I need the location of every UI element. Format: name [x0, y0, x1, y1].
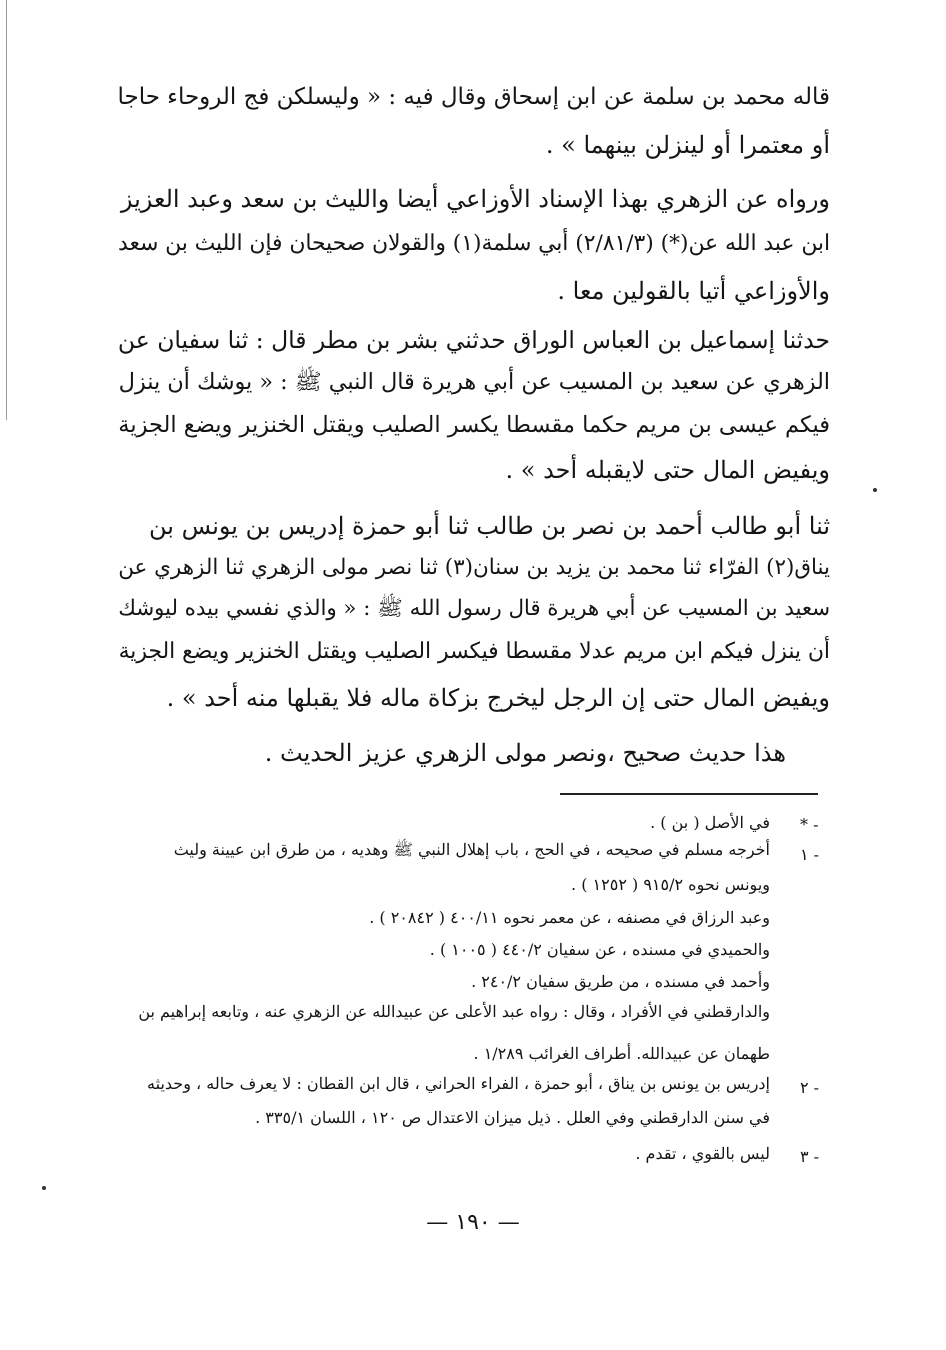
- ink-speck: [42, 1186, 46, 1190]
- footnote-line: في الأصل ( بن ) .: [650, 813, 770, 832]
- text-line: سعيد بن المسيب عن أبي هريرة قال رسول الله ﷺ : « والذي نفسي بيده ليوشك: [118, 596, 830, 621]
- text-line: حدثنا إسماعيل بن العباس الوراق حدثني بشر بن مطر قال : ثنا سفيان عن: [117, 326, 830, 354]
- footnote-line: وعبد الرزاق في مصنفه ، عن معمر نحوه ٤٠٠/١١ ( ٢٠٨٤٢ ) .: [369, 908, 770, 927]
- ink-speck: [873, 488, 877, 492]
- footnote-marker: ٢ -: [800, 1078, 820, 1097]
- footnote-marker: ٣ -: [800, 1147, 820, 1166]
- footnote-line: ويونس نحوه ٩١٥/٢ ( ١٢٥٢ ) .: [571, 875, 770, 894]
- text-line: قاله محمد بن سلمة عن ابن إسحاق وقال فيه : « وليسلكن فج الروحاء حاجا: [117, 84, 830, 110]
- text-line: ثنا أبو طالب أحمد بن نصر بن طالب ثنا أبو حمزة إدريس بن يونس بن: [149, 512, 830, 540]
- footnote-line: ليس بالقوي ، تقدم .: [635, 1144, 770, 1163]
- text-line: ويفيض المال حتى إن الرجل ليخرج بزكاة ماله فلا يقبلها منه أحد » .: [166, 684, 830, 712]
- scan-edge-mark: [6, 0, 7, 420]
- footnote-line: والحميدي في مسنده ، عن سفيان ٤٤٠/٢ ( ١٠٠٥ ) .: [429, 940, 770, 959]
- footnote-line: طهمان عن عبيدالله. أطراف الغرائب ١/٢٨٩ .: [473, 1044, 770, 1063]
- page-number: — ١٩٠ —: [426, 1210, 520, 1235]
- footnote-line: وأحمد في مسنده ، من طريق سفيان ٢٤٠/٢ .: [471, 972, 770, 991]
- footnote-marker: ١ -: [800, 845, 820, 864]
- text-line: ورواه عن الزهري بهذا الإسناد الأوزاعي أيضا والليث بن سعد وعبد العزيز: [120, 185, 830, 213]
- text-line: أن ينزل فيكم ابن مريم عدلا مقسطا فيكسر الصليب ويقتل الخنزير ويضع الجزية: [118, 639, 830, 664]
- text-line: ويفيض المال حتى لايقبله أحد » .: [505, 456, 830, 484]
- text-line: هذا حديث صحيح ،ونصر مولى الزهري عزيز الحديث .: [264, 739, 786, 767]
- text-line: الزهري عن سعيد بن المسيب عن أبي هريرة قال النبي ﷺ : « يوشك أن ينزل: [118, 369, 830, 395]
- footnote-line: أخرجه مسلم في صحيحه ، في الحج ، باب إهلال النبي ﷺ وهديه ، من طرق ابن عيينة وليث: [173, 840, 770, 859]
- footnote-line: إدريس بن يونس بن يناق ، أبو حمزة ، الفراء الحراني ، قال ابن القطان : لا يعرف حاله ، وحديثه: [147, 1074, 770, 1093]
- footnote-separator: [560, 793, 818, 795]
- footnote-marker: * -: [800, 815, 819, 834]
- text-line: والأوزاعي أتيا بالقولين معا .: [557, 277, 830, 305]
- footnote-line: والدارقطني في الأفراد ، وقال : رواه عبد الأعلى عن عبيدالله عن الزهري عنه ، وتابعه إبراهيم بن: [138, 1002, 770, 1021]
- text-line: ابن عبد الله عن(*) (٢/٨١/٣) أبي سلمة(١) والقولان صحيحان فإن الليث بن سعد: [118, 231, 830, 256]
- text-line: يناق(٢) الفرّاء ثنا محمد بن يزيد بن سنان(٣) ثنا نصر مولى الزهري ثنا الزهري عن: [118, 555, 830, 580]
- footnote-line: في سنن الدارقطني وفي العلل . ذيل ميزان الاعتدال ص ١٢٠ ، اللسان ٣٣٥/١ .: [255, 1108, 770, 1127]
- text-line: فيكم عيسى بن مريم حكما مقسطا يكسر الصليب ويقتل الخنزير ويضع الجزية: [118, 412, 830, 438]
- text-line: أو معتمرا أو لينزلن بينهما » .: [545, 131, 830, 159]
